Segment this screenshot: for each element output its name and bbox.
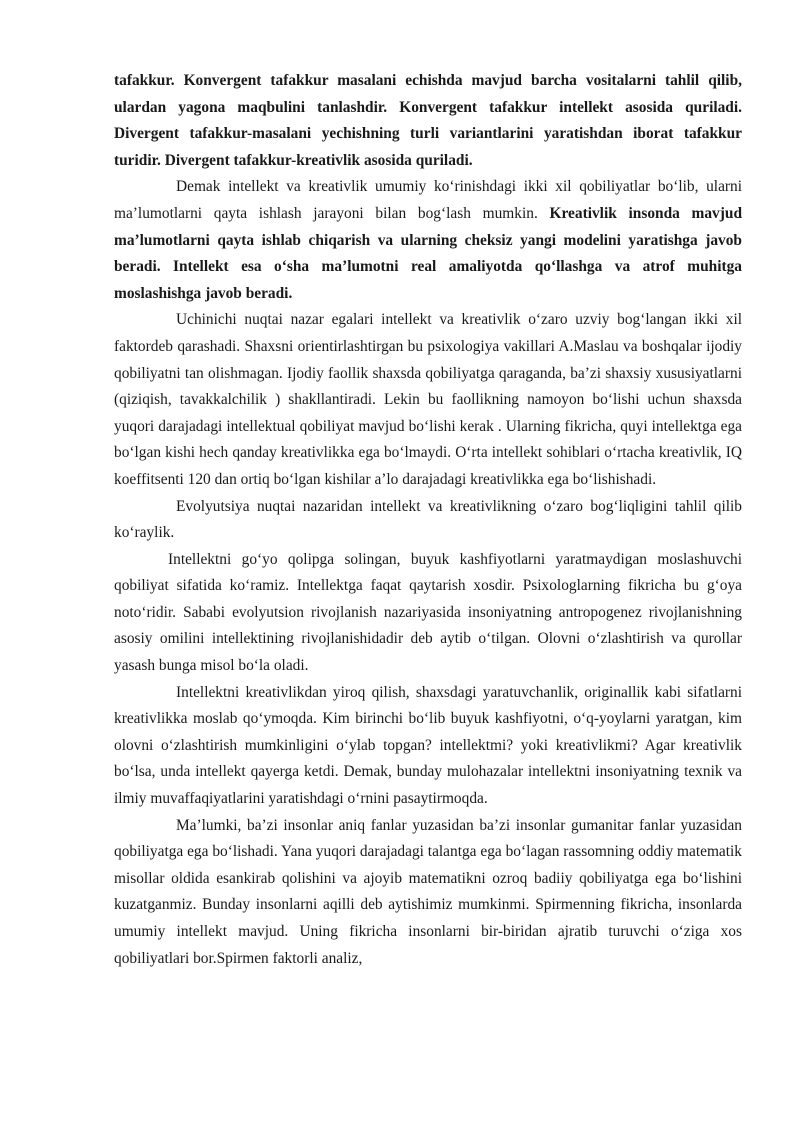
body-text: Intellektni go‘yo qolipga solingan, buyuk kashfiyotlarni yaratmaydigan moslashuvchi qobiliyat sifatida ko‘ramiz. Intellektga faqat qaytarish xosdir. Psixologlarning fikricha bu g‘oya noto‘ridir. Sababi evolyutsion rivojlanish nazariyasida insoniyatning antropogenez rivojlanishning asosiy omilini intellektining rivojlanishidadir deb aytib o‘tilgan. Olovni o‘zlashtirish va qurollar yasash bunga misol bo‘la oladi. — [114, 550, 742, 675]
paragraph-separation — [114, 680, 742, 813]
paragraph-third-viewpoint — [114, 307, 742, 493]
paragraph-convergent-divergent — [114, 68, 742, 174]
bold-text: tafakkur. Konvergent tafakkur masalani echishda mavjud barcha vositalarni tahlil qilib, ulardan yagona maqbulini tanlashdir. Konvergent tafakkur intellekt asosida quriladi. Divergent tafakkur-masalani yechishning turli variantlarini yaratishdan iborat tafakkur turidir. Divergent tafakkur-kreativlik asosida quriladi. — [114, 72, 742, 169]
document-page — [114, 68, 742, 972]
paragraph-evolution — [114, 494, 742, 547]
body-text: Demak intellekt va kreativlik umumiy ko‘rinishdagi ikki xil qobiliyatlar bo‘lib, ularni ma’lumotlarni qayta ishlash jarayoni bilan bog‘lash mumkin. — [114, 178, 742, 222]
body-text: Uchinichi nuqtai nazar egalari intellekt va kreativlik o‘zaro uzviy bog‘langan ikki xil faktordeb qarashadi. Shaxsni orientirlashtirgan bu psixologiya vakillari A.Maslau va boshqalar ijodiy qobiliyatni tan olishmagan. Ijodiy faollik shaxsda qobiliyatga qaraganda, ba’zi shaxsiy xususiyatlarni (qiziqish, tavakkalchilik ) shakllantiradi. Lekin bu faollikning namoyon bo‘lishi uchun shaxsda yuqori darajadagi intellektual qobiliyat mavjud bo‘lishi kerak . Ularning fikricha, quyi intellektga ega bo‘lgan kishi hech qanday kreativlikka ega bo‘lmaydi. O‘rta intellekt sohiblari o‘rtacha kreativlik, IQ koeffitsenti 120 dan ortiq bo‘lgan kishilar a’lo darajadagi kreativlikka ega bo‘lishishadi. — [114, 311, 742, 488]
body-text: Intellektni kreativlikdan yiroq qilish, shaxsdagi yaratuvchanlik, originallik kabi sifatlarni kreativlikka moslab qo‘ymoqda. Kim birinchi bo‘lib buyuk kashfiyotni, o‘q-yoylarni yaratgan, kim olovni o‘zlashtirish mumkinligini o‘ylab topgan? intellektmi? yoki kreativlikmi? Agar kreativlik bo‘lsa, unda intellekt qayerga ketdi. Demak, bunday mulohazalar intellektni insoniyatning texnik va ilmiy muvaffaqiyatlarini yaratishdagi o‘rnini pasaytirmoqda. — [114, 683, 742, 808]
paragraph-spearman — [114, 813, 742, 973]
body-text: Evolyutsiya nuqtai nazaridan intellekt va kreativlikning o‘zaro bog‘liqligini tahlil qilib ko‘raylik. — [114, 497, 742, 542]
paragraph-adaptive-ability — [114, 547, 742, 680]
body-text: Ma’lumki, ba’zi insonlar aniq fanlar yuzasidan ba’zi insonlar gumanitar fanlar yuzasidan qobiliyatga ega bo‘lishadi. Yana yuqori darajadagi talantga ega bo‘lagan rassomning oddiy matematik misollar oldida esankirab qolishini va ajoyib matematikni ozroq badiiy qobiliyatga ega bo‘lishini kuzatganmiz. Bunday insonlarni aqilli deb aytishimiz mumkinmi. Spirmenning fikricha, insonlarda umumiy intellekt mavjud. Uning fikricha insonlarni bir-biridan ajratib turuvchi o‘ziga xos qobiliyatlari bor.Spirmen faktorli analiz, — [114, 816, 742, 967]
paragraph-intellect-creativity — [114, 174, 742, 307]
bold-text: Kreativlik insonda mavjud ma’lumotlarni qayta ishlab chiqarish va ularning cheksiz yangi modelini yaratishga javob beradi. Intellekt esa o‘sha ma’lumotni real amaliyotda qo‘llashga va atrof muhitga moslashishga javob beradi. — [114, 204, 742, 302]
